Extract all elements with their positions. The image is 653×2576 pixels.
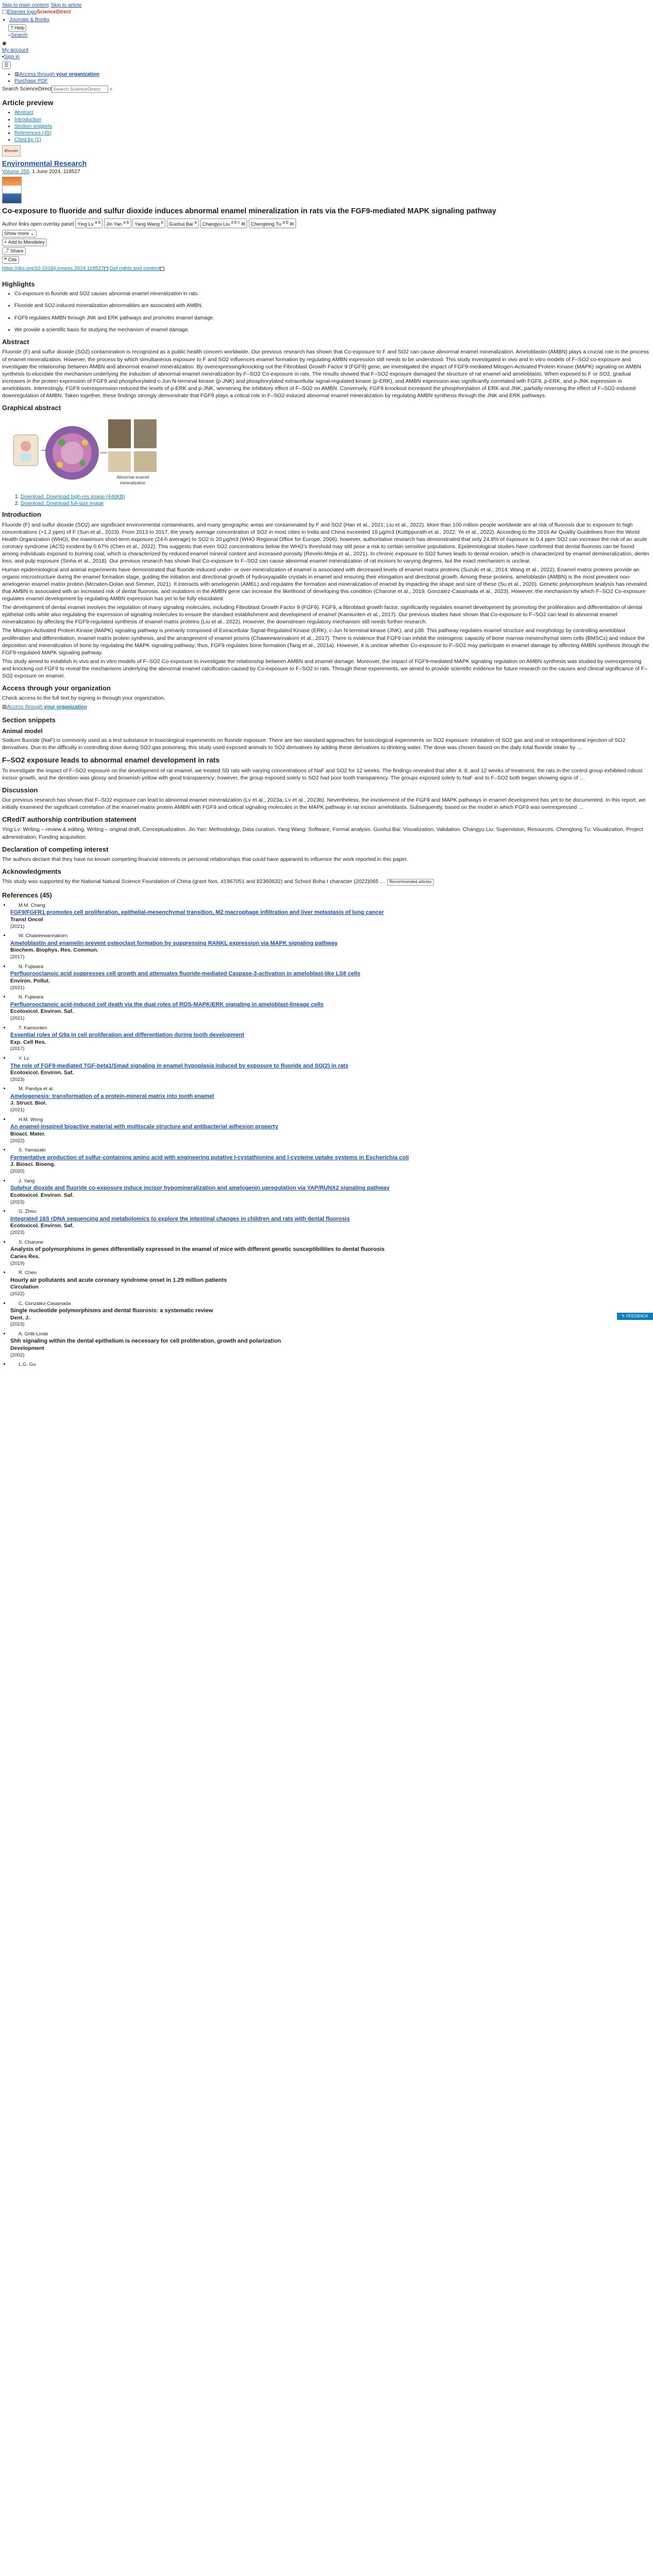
animal-text: Sodium fluoride (NaF) is commonly used as a test substance in toxicological experiments on fluoride exposure. There are two standard approaches for toxicological experiments on SO2 exposure: inhalation of SO2 gas and oral or intraperitoneal injection of SO2 derivatives. Due to the difficulty in controlling dose during SO2 gas poisoning, this study used exposed animals to SO2 derivatives by adding these derivatives to drinking water. The dose was chosen based on the daily total fluoride intake by … [2,737,626,751]
institution-icon: ▥ [14,72,20,77]
reference-title[interactable]: An enamel-inspired bioactive material with multiscale structure and antibacterial adhesion property [10,1124,279,1130]
author-button[interactable]: Chenglong Tu $^{a b}$ ✉ [249,218,296,228]
graphical-abstract-figure[interactable] [10,414,165,492]
fso2-heading: F–SO2 exposure leads to abnormal enamel development in rats [2,756,220,765]
reference-source: J. Biosci. Bioeng. [10,1161,56,1168]
reference-year: (2021) [10,1107,25,1113]
reference-title[interactable]: Fermentative production of sulfur-containing amino acid with engineering putative l-cystathionine and l-cysteine uptake systems in Escherichia coli [10,1154,409,1161]
snippets-heading: Section snippets [2,716,56,724]
purchase-pdf-link[interactable]: Purchase PDF [14,78,48,84]
reference-title[interactable]: Amelogenesis: transformation of a protein-mineral matrix into tooth enamel [10,1093,214,1099]
fso2-text: To investigate the impact of F–SO2 exposure on the development of rat enamel, we treated SD rats with varying concentrations of NaF and SO2 for 12 weeks. The findings revealed that after 4, 8, and 12 weeks of treatment, the rats in the control group exhibited robust incisor growth, and the dentition was glossy and brownish-yellow with good transparency; however, the group exposed solely to SO2 had poor tooth transparency. The groups exposed solely to NaF and to F–SO2 both began showing signs of … [2,767,643,781]
download-high-res-link[interactable]: Download: Download high-res image (446KB) [21,494,125,500]
reference-source: Ecotoxicol. Environ. Saf. [10,1223,74,1229]
reference-author: • Y. Lv [19,1056,29,1061]
access-org-link-2[interactable]: Access through your organization [7,704,88,710]
reference-title[interactable]: Sulphur dioxide and fluoride co-exposure induce incisor hypomineralization and amelogenin upregulation via YAP/RUNX2 signaling pathway [10,1185,390,1192]
feedback-button[interactable]: ✎ FEEDBACK [617,1313,653,1320]
reference-item [10,1239,651,1267]
help-button[interactable]: ? Help [8,24,26,32]
intro-paragraph: Fluoride (F) and sulfur dioxide (SO2) are significant environmental contaminants, and many geographic areas are contaminated by F and SO2 (Han et al., 2021; Liu et al., 2022). More than 100 million people worldwide are at risk of fluorosis due to exposure to high concentrations (>1.2 ppm) of F (Sun et al., 2023). From 2013 to 2017, the yearly average concentration of SO2 in most cities in India and China exceeded 18 μg/m3 (Kuttippurath et al., 2022; Ye et al., 2022). According to the 2016 Air Quality Guidelines from the World Health Organization (WHO), the maximum short-term exposure (24-h average) to SO2 is 20 μg/m3 (WHO Regional Office for Europe, 2006); however, authoritative research has demonstrated that only 24.8% of exposure to 0.4 ppm SO2 can increase the risk of an acute coronary syndrome (ACS) incident by 0.67% (Chen et al., 2022). This suggests that even SO2 concentrations below the WHO’s threshold may still pose a risk to certain sensitive populations. Epidemiological studies have confirmed that dental fluorosis can be found among individuals exposed to burning coal, which is characterized by reduced enamel mineral content and increased porosity (Revelo-Mejia et al., 2021). In chronic exposure to SO2 fumes leads to dental erosion, which is characterized by enamel demineralization, dentin loss, and pulp exposure (Sinha et al., 2018). Our previous research has shown that Co-exposure to F–SO2 can cause abnormal enamel mineralization of rat incisors to varying degrees, but the exact mechanism is unclear. [2,521,649,564]
reference-year: (2002) [10,1352,25,1358]
sign-in-link[interactable]: Sign in [4,54,20,60]
reference-year: (2023) [10,1321,25,1328]
highlight-item: • FGF9 regulates AMBN through JNK and ERK pathways and promotes enamel damage. [14,315,651,321]
reference-source: Environ. Pollut. [10,977,50,984]
reference-year: (2021) [10,923,25,929]
discussion-text: Our previous research has shown that F–SO2 exposure can lead to abnormal enamel mineralization (Lv et al., 2023a; Lv et al., 2023b). Nevertheless, the involvement of the FGF9 and MAPK pathways in enamel development has yet to be documented. In this report, we initially examined the significant correlation of the enamel matrix protein AMBN with FGF9 and critical signaling molecules in the MAPK pathway in rat incisor ameloblasts. Subsequently, based on the model in which FGF9 was overexpressed … [2,797,646,811]
reference-item [10,1208,651,1236]
access-org-link[interactable]: Access through your organization [19,72,100,77]
credit-heading: CRediT authorship contribution statement [2,816,136,824]
reference-item [10,993,651,1022]
reference-title[interactable]: The role of FGF9-mediated TGF-beta1/Smad signaling in enamel hypoplasia induced by exposure to fluoride and SO(2) in rats [10,1062,349,1069]
highlights-heading: Highlights [2,280,35,288]
reference-author: • J. Yang [19,1178,35,1184]
feedback-icon: ✎ [621,1314,625,1318]
reference-title: Analysis of polymorphisms in genes differentially expressed in the enamel of mice with different genetic susceptibilities to dental fluorosis [10,1246,385,1253]
discussion-heading: Discussion [2,786,38,794]
external-link-icon [104,267,108,271]
reference-source: J. Struct. Biol. [10,1100,47,1107]
elsevier-logo-link[interactable]: Elsevier logo [7,9,37,15]
reference-title[interactable]: Ameloblastin and enamelin prevent osteoclast formation by suppressing RANKL expression via MAPK signaling pathway [10,940,338,946]
reference-author: • R. Chen [19,1270,37,1276]
journal-title[interactable]: Environmental Research [2,159,87,168]
reference-year: (2017) [10,1046,25,1052]
preview-heading: Article preview [2,98,54,107]
reference-item [10,1146,651,1175]
preview-list [7,109,651,143]
search-link[interactable]: Search [11,32,28,38]
reference-author: • S. Yamazaki [19,1147,46,1154]
search-label: Search ScienceDirect [2,86,52,92]
reference-source: Ecotoxicol. Environ. Saf. [10,1192,74,1198]
reference-year: (2020) [10,1168,25,1175]
highlights-list [7,291,651,334]
preview-item[interactable]: Section snippets [14,123,53,129]
reference-year: (2017) [10,954,25,960]
author-button[interactable]: Jin Yan $^{a b}$ [104,218,131,228]
signin-icon: ▪ [2,54,4,60]
help-icon: ? [10,25,13,31]
add-mendeley-button[interactable]: + Add to Mendeley [2,239,47,246]
share-button[interactable]: ⤴ Share [2,247,26,255]
institution-icon: ▥ [2,704,7,710]
reference-title[interactable]: Essential roles of G9a in cell proliferation and differentiation during tooth development [10,1032,245,1039]
sciencedirect-logo[interactable]: ScienceDirect [37,9,71,15]
top-bar [2,2,651,93]
skip-main-link[interactable]: Skip to main content [2,3,49,8]
reference-source: Bioact. Mater. [10,1130,46,1137]
reference-year: (2022) [10,1138,25,1144]
reference-item [10,1085,651,1113]
reference-source: Exp. Cell Res. [10,1039,46,1045]
reference-item [10,1055,651,1083]
reference-author: • W. Chaweewannakorn [19,933,68,939]
declaration-heading: Declaration of competing interest [2,845,109,853]
reference-title[interactable]: FGF9/FGFR1 promotes cell proliferation, epithelial-mesenchymal transition, M2 macrophage infiltration and liver metastasis of lung cancer [10,909,384,916]
reference-source: Circulation [10,1284,39,1291]
references-heading: References (45) [2,891,52,899]
share-icon: ⤴ [4,248,9,255]
author-button[interactable]: Yang Wang $^a$ [132,218,165,228]
reference-author: • H.M. Wong [19,1116,43,1123]
menu-button[interactable] [2,61,11,69]
reference-year: (2023) [10,1199,25,1205]
reference-title: Hourly air pollutants and acute coronary syndrome onset in 1.29 million patients [10,1277,227,1283]
reference-source: Caries Res. [10,1253,40,1260]
journal-block [2,145,651,204]
reference-author: • C. Gonzalez-Casamada [19,1300,71,1307]
acknowledgments-heading: Acknowledgments [2,867,61,875]
credit-text: Ying Lv: Writing – review & editing, Writing – original draft, Conceptualization. Jin Yan: Methodology, Data curation. Yang Wang: Software, Formal analysis. Guohui Bai: Visualization, Validation. Changyu Liu: Supervision, Resources. Chenglong Tu: Visualization, Project administration, Funding acquisition. [2,826,643,840]
reference-author: • M. Pandya et al. [19,1086,54,1092]
intro-paragraph: The Mitogen-Activated Protein Kinase (MAPK) signaling pathway is primarily composed of Extracellular Signal-Regulated Kinase (ERK), c-Jun N-terminal kinase (JNK), and p38. This pathway regulates enamel structure and morphology by controlling ameloblast proliferation and differentiation, enamel matrix protein synthesis, and the arrangement of enamel prisms (Chaweewannakorn et al., 2017). There is evidence that FGF9 can inhibit the osteogenic capacity of bone marrow mesenchymal stem cells (BMSCs) and reduce the deposition and mineralization of bone by regulating the MAPK signaling pathway; thus, FGF9 regulates bone formation (Tang et al., 2021a). However, it is unclear whether Co-exposure to F–SO2 may participate in enamel damage by affecting AMBN synthesis through the FGF9-regulated MAPK signaling pathway. [2,628,649,656]
download-list [13,494,651,507]
graphical-heading: Graphical abstract [2,403,61,412]
volume-link[interactable]: Volume 250 [2,168,29,175]
reference-author: • M.M. Chang [19,902,45,908]
external-link-icon [160,267,164,271]
access-heading: Access through your organization [2,684,111,692]
reference-source: Development [10,1345,44,1351]
menu-icon: ☰ [4,62,9,68]
reference-year: (2021) [10,985,25,991]
reference-year: (2019) [10,1260,25,1266]
skip-article-link[interactable]: Skip to article [50,3,82,8]
abstract-heading: Abstract [2,338,29,346]
journal-cover[interactable] [2,177,22,204]
email-icon: ✉ [241,222,246,228]
reference-author: • G. Zhou [19,1209,37,1215]
reference-title: Shh signaling within the dental epithelium is necessary for cell proliferation, growth and polarization [10,1338,281,1345]
animal-heading: Animal model [2,727,43,735]
preview-item[interactable]: Abstract [14,110,33,116]
reference-title[interactable]: Perfluorooctanoic acid suppresses cell growth and attenuates fluoride-mediated Caspase-3-activation in ameloblast-like LS8 cells [10,971,360,977]
highlight-item: • Co-exposure to fluoride and SO2 causes abnormal enamel mineralization in rats. [14,291,651,297]
reference-year: (2021) [10,1015,25,1022]
highlight-item: • We provide a scientific basis for studying the mechanism of enamel damage. [14,327,651,333]
chevron-down-icon: ⌄ [30,231,35,237]
plus-icon: + [4,240,7,246]
preview-item[interactable]: Introduction [14,116,42,123]
journals-books-link[interactable]: Journals & Books [9,17,49,23]
reference-title[interactable]: Perfluorooctanoic acid-induced cell death via the dual roles of ROS-MAPK/ERK signaling in ameloblast-lineage cells [10,1001,324,1008]
quote-icon: ❝ [4,257,7,263]
reference-author: • T. Kamiunten [19,1025,47,1031]
show-more-button[interactable]: Show more ⌄ [2,230,37,238]
cite-button[interactable]: ❝ Cite [2,256,19,264]
preview-item[interactable]: References (45) [14,130,51,137]
reference-item [10,902,651,930]
graphical-caption: Abnormal enamel mineralization [116,475,149,485]
reference-author: • L.G. Gu [19,1362,36,1368]
reference-item [10,1330,651,1359]
reference-source: Dent. J. [10,1314,30,1321]
reference-item [10,1269,651,1297]
reference-item [10,1361,651,1368]
intro-paragraph: The development of dental enamel involves the regulation of many signaling molecules, including Fibroblast Growth Factor 9 (FGF9). FGF9, a fibroblast growth factor, significantly regulates enamel development by promoting the proliferation and differentiation of dental epithelial cells while also regulating the expression of signaling molecules to ensure the standard establishment and development of enamel (Kamiunten et al., 2017). Our previous studies have shown that Co-exposure to F–SO2 can lead to abnormal enamel mineralization by affecting the FGF9-regulated synthesis of enamel matrix proteins (Liu et al., 2022). However, the downstream regulatory mechanism still needs further research. [2,604,642,625]
reference-author: • A. Gritli-Linde [19,1331,48,1337]
author-list: Author links open overlay panel Ying Lv $^{a b}$ Jin Yan $^{a b}$ Yang Wang $^a$ Guohui Bai $^a$ Changyu Liu $^{a b c}$ ✉ Chenglong Tu $^{a b}$ ✉ [2,218,651,228]
recommended-badge[interactable]: Recommended articles [387,879,434,886]
search-icon: ⌕ [8,32,11,38]
search-input[interactable] [51,86,108,93]
reference-author: • N. Fujiwara [19,994,44,1001]
reference-title: Single nucleotide polymorphisms and dental fluorosis: a systematic review [10,1308,213,1314]
reference-year: (2023) [10,1076,25,1082]
download-full-link[interactable]: Download: Download full-size image [21,501,104,507]
reference-item [10,1116,651,1144]
author-button[interactable]: Ying Lv $^{a b}$ [75,218,102,228]
reference-title[interactable]: Integrated 16S rDNA sequencing and metabolomics to explore the intestinal changes in children and rats with dental fluorosis [10,1215,350,1222]
reference-author: • S. Charone [19,1239,44,1245]
email-icon: ✉ [289,222,294,228]
search-submit-icon[interactable]: ⌕ [109,86,113,92]
intro-paragraph: This study aimed to establish in vivo and in vitro models of F–SO2 Co-exposure to investigate the relationship between AMBN and enamel damage. Moreover, the impact of FGF9-mediated MAPK signaling regulation on AMBN synthesis was studied by overexpressing and knocking out FGF9 to reveal the mechanisms underlying the abnormal enamel calcification caused by Co-exposure to F–SO2 in rats. Through these experiments, we aimed to provide scientific evidence for future research on the causes and clinical significance of F–SO2 exposure on enamel. [2,658,647,679]
rights-link[interactable]: Get rights and content [109,266,160,272]
my-account-link[interactable]: My account [2,47,29,53]
reference-author: • N. Fujiwara [19,963,44,970]
reference-source: Ecotoxicol. Environ. Saf. [10,1008,74,1015]
references-list [2,902,651,1368]
declaration-text: The authors declare that they have no known competing financial interests or personal relationships that could have appeared to influence the work reported in this paper. [2,856,408,862]
author-button[interactable]: Guohui Bai $^a$ [167,218,199,228]
account-icon: ◉ [2,41,7,46]
access-text: Check access to the full text by signing in through your organization. [2,695,165,702]
reference-item [10,932,651,960]
reference-item [10,963,651,991]
elsevier-tree-logo[interactable]: Elsevier [2,145,21,157]
author-button[interactable]: Changyu Liu $^{a b c}$ ✉ [200,218,248,228]
highlight-item: • Fluoride and SO2-induced mineralization abnormalities are associated with AMBN. [14,302,651,309]
issue-date: , 1 June 2024, 118527 [29,168,80,175]
acknowledgments-text: This study was supported by the National Natural Science Foundation of China (grant Nos. 41967051 and 82360632) and School Boha I character (2022)065 … Recommended articles [2,878,651,886]
abstract-text: Fluoride (F) and sulfur dioxide (SO2) contamination is recognized as a public health concern worldwide. Our previous research has shown that Co-exposure to F and SO2 can cause abnormal enamel mineralization. Ameloblastin (AMBN) plays a crucial role in the process of enamel mineralization. However, the process by which simultaneous exposure to F and SO2 influences enamel formation by regulating AMBN expression still needs to be understood. This study investigated in vivo and in vitro models of F–SO2 co-exposure and investigate the relationship between AMBN and abnormal enamel mineralization. By overexpressing/knocking out the Fibroblast Growth Factor 9 (FGF9) gene, we investigated the impact of FGF9-mediated Mitogen-Activated Protein Kinase (MAPK) signaling on AMBN synthesis to elucidate the mechanism underlying the induction of abnormal enamel mineralization by F–SO2 Co-exposure in rats. The results showed that F–SO2 exposure damaged the structure of rat enamel and ameloblasts. When exposed to F or SO2, gradual increases in the protein expression of FGF9 and phosphorylated c-Jun N-terminal kinase (p-JNK) and phosphorylated extracellular signal-regulated kinase (p-ERK), and AMBN expression was significantly correlated with FGF9, p-ERK, and p-JNK expression in ameloblasts. Interestingly, FGF9 overexpression reduced the levels of p-ERK and p-JNK, worsening the inhibitory effect of F–SO2 on AMBN. Conversely, FGF9 knockout increased the phosphorylation of ERK and JNK, partially reversing the effect of F–SO2-induced downregulation of AMBN. Taken together, these findings strongly demonstrate that FGF9 plays a critical role in F–SO2-induced abnormal enamel mineralization by regulating AMBN synthesis through the JNK and ERK pathways. [2,349,649,399]
reference-item [10,1177,651,1206]
preview-item[interactable]: Cited by (1) [14,137,41,143]
doi-link[interactable]: https://doi.org/10.1016/j.envres.2024.118527 [2,266,104,272]
reference-source: Biochem. Biophys. Res. Commun. [10,947,98,954]
intro-heading: Introduction [2,511,41,519]
elsevier-logo-icon[interactable] [2,10,7,14]
reference-source: Transl Oncol [10,916,43,923]
reference-item [10,1024,651,1053]
reference-year: (2022) [10,1291,25,1297]
reference-source: Ecotoxicol. Environ. Saf. [10,1070,74,1076]
article-title: Co-exposure to fluoride and sulfur dioxide induces abnormal enamel mineralization in rats via the FGF9-mediated MAPK signaling pathway [2,207,496,216]
intro-paragraph: Human epidemiological and animal experiments have demonstrated that fluoride-induced under- or over-mineralization of enamel is associated with decreased levels of enamel matrix proteins (Suzuki et al., 2014; Wang et al., 2022). Enamel matrix proteins provide an organic microstructure during the enamel formation stage, guiding the initiation and directional growth of hydroxyapatite crystals in enamel and ensuring their elongation and directional growth. Among these proteins, ameloblastin (AMBN) is the most prevalent non-amelogenin enamel matrix protein (Mcnaten-Dolan and Simmer, 2021). It interacts with amelogenin (AMEL) and regulates the formation and mineralization of enamel by impacting the shape and size of these (Su et al., 2020). Genetic polymorphism analysis has revealed that AMBN is associated with an increased risk of dental fluorosis, and mutations in the AMBN gene can increase the likelihood of developing this condition (Charone et al., 2019; Gonzalez-Casamada et al., 2023). However, the mechanism by which F–SO2 Co-exposure regulates enamel development by regulating AMBN expression has yet to be fully elucidated. [2,566,647,602]
reference-year: (2023) [10,1230,25,1236]
reference-item [10,1300,651,1328]
